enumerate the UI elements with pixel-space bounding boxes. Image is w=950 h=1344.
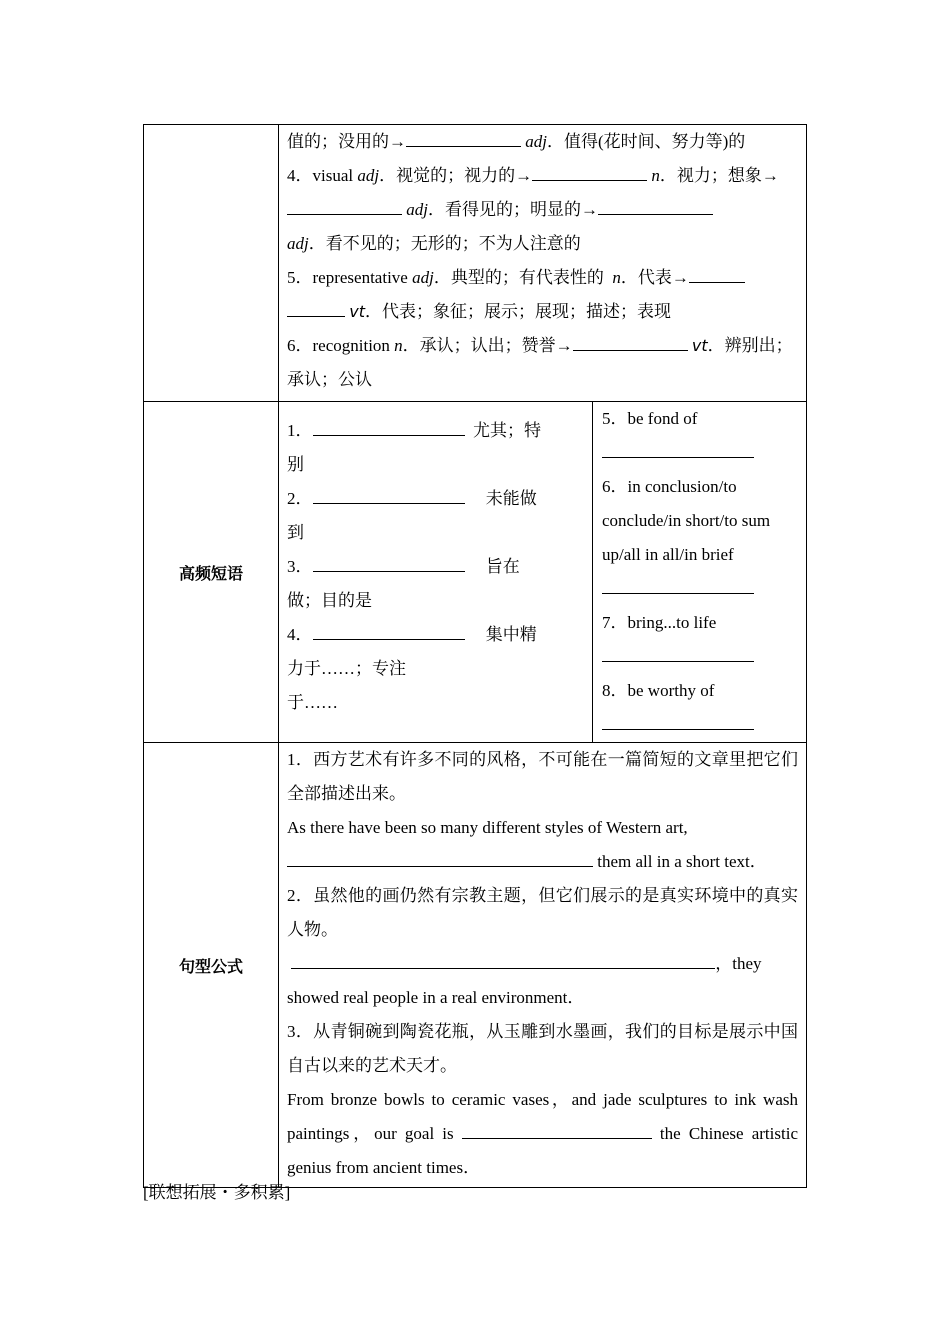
phrases-right — [593, 402, 807, 742]
vocab-table — [143, 124, 807, 1188]
phrases-left — [279, 402, 593, 742]
empty-label-cell — [144, 125, 279, 402]
phrase-3: 3． 旨在 做；目的是 — [287, 550, 580, 618]
sentence-3-cn: 3．从青铜碗到陶瓷花瓶，从玉雕到水墨画，我们的目标是展示中国自古以来的艺术天才。 — [287, 1022, 798, 1075]
phrase-1: 1． 尤其；特 别 — [287, 414, 580, 482]
sentence-3-en: From bronze bowls to ceramic vases，and jade sculptures to ink wash paintings，our goal is the Chinese artistic genius from ancient times． — [287, 1090, 798, 1177]
phrases-label: 高频短语 — [144, 402, 279, 743]
phrase-6: 6．in conclusion/to conclude/in short/to sum up/all in all/in brief — [602, 470, 794, 606]
vocab-line-cont: 值的；没用的→ adj．值得(花时间、努力等)的 — [287, 125, 798, 159]
vocab-cell — [279, 125, 807, 402]
vocab-item-4: 4．visual adj．视觉的；视力的→ n．视力；想象→ adj．看得见的；明显的→ adj．看不见的；无形的；不为人注意的 — [287, 159, 798, 261]
phrase-4: 4． 集中精 力于……；专注 于…… — [287, 618, 580, 720]
sentence-1-cn: 1．西方艺术有许多不同的风格，不可能在一篇简短的文章里把它们全部描述出来。 — [287, 750, 798, 803]
sentence-2-en: ，they showed real people in a real environment． — [287, 947, 798, 1015]
phrases-inner — [279, 402, 806, 742]
phrase-5: 5．be fond of — [602, 402, 794, 470]
phrase-8: 8．be worthy of — [602, 674, 794, 742]
sentences-cell — [279, 743, 807, 1188]
footer-note: [联想拓展・多积累] — [143, 1183, 291, 1202]
phrase-2: 2． 未能做 到 — [287, 482, 580, 550]
phrases-cell — [279, 402, 807, 743]
sentences-label: 句型公式 — [144, 743, 279, 1188]
sentence-1-en: As there have been so many different styles of Western art, them all in a short text． — [287, 818, 767, 871]
phrase-7: 7．bring...to life — [602, 606, 794, 674]
sentence-2-cn: 2．虽然他的画仍然有宗教主题，但它们展示的是真实环境中的真实人物。 — [287, 886, 798, 939]
vocab-item-5: 5．representative adj．典型的；有代表性的 n．代表→ vt．代表；象征；展示；展现；描述；表现 — [287, 261, 798, 329]
vocab-item-6: 6．recognition n．承认；认出；赞誉→ vt．辨别出；承认；公认 — [287, 329, 798, 397]
